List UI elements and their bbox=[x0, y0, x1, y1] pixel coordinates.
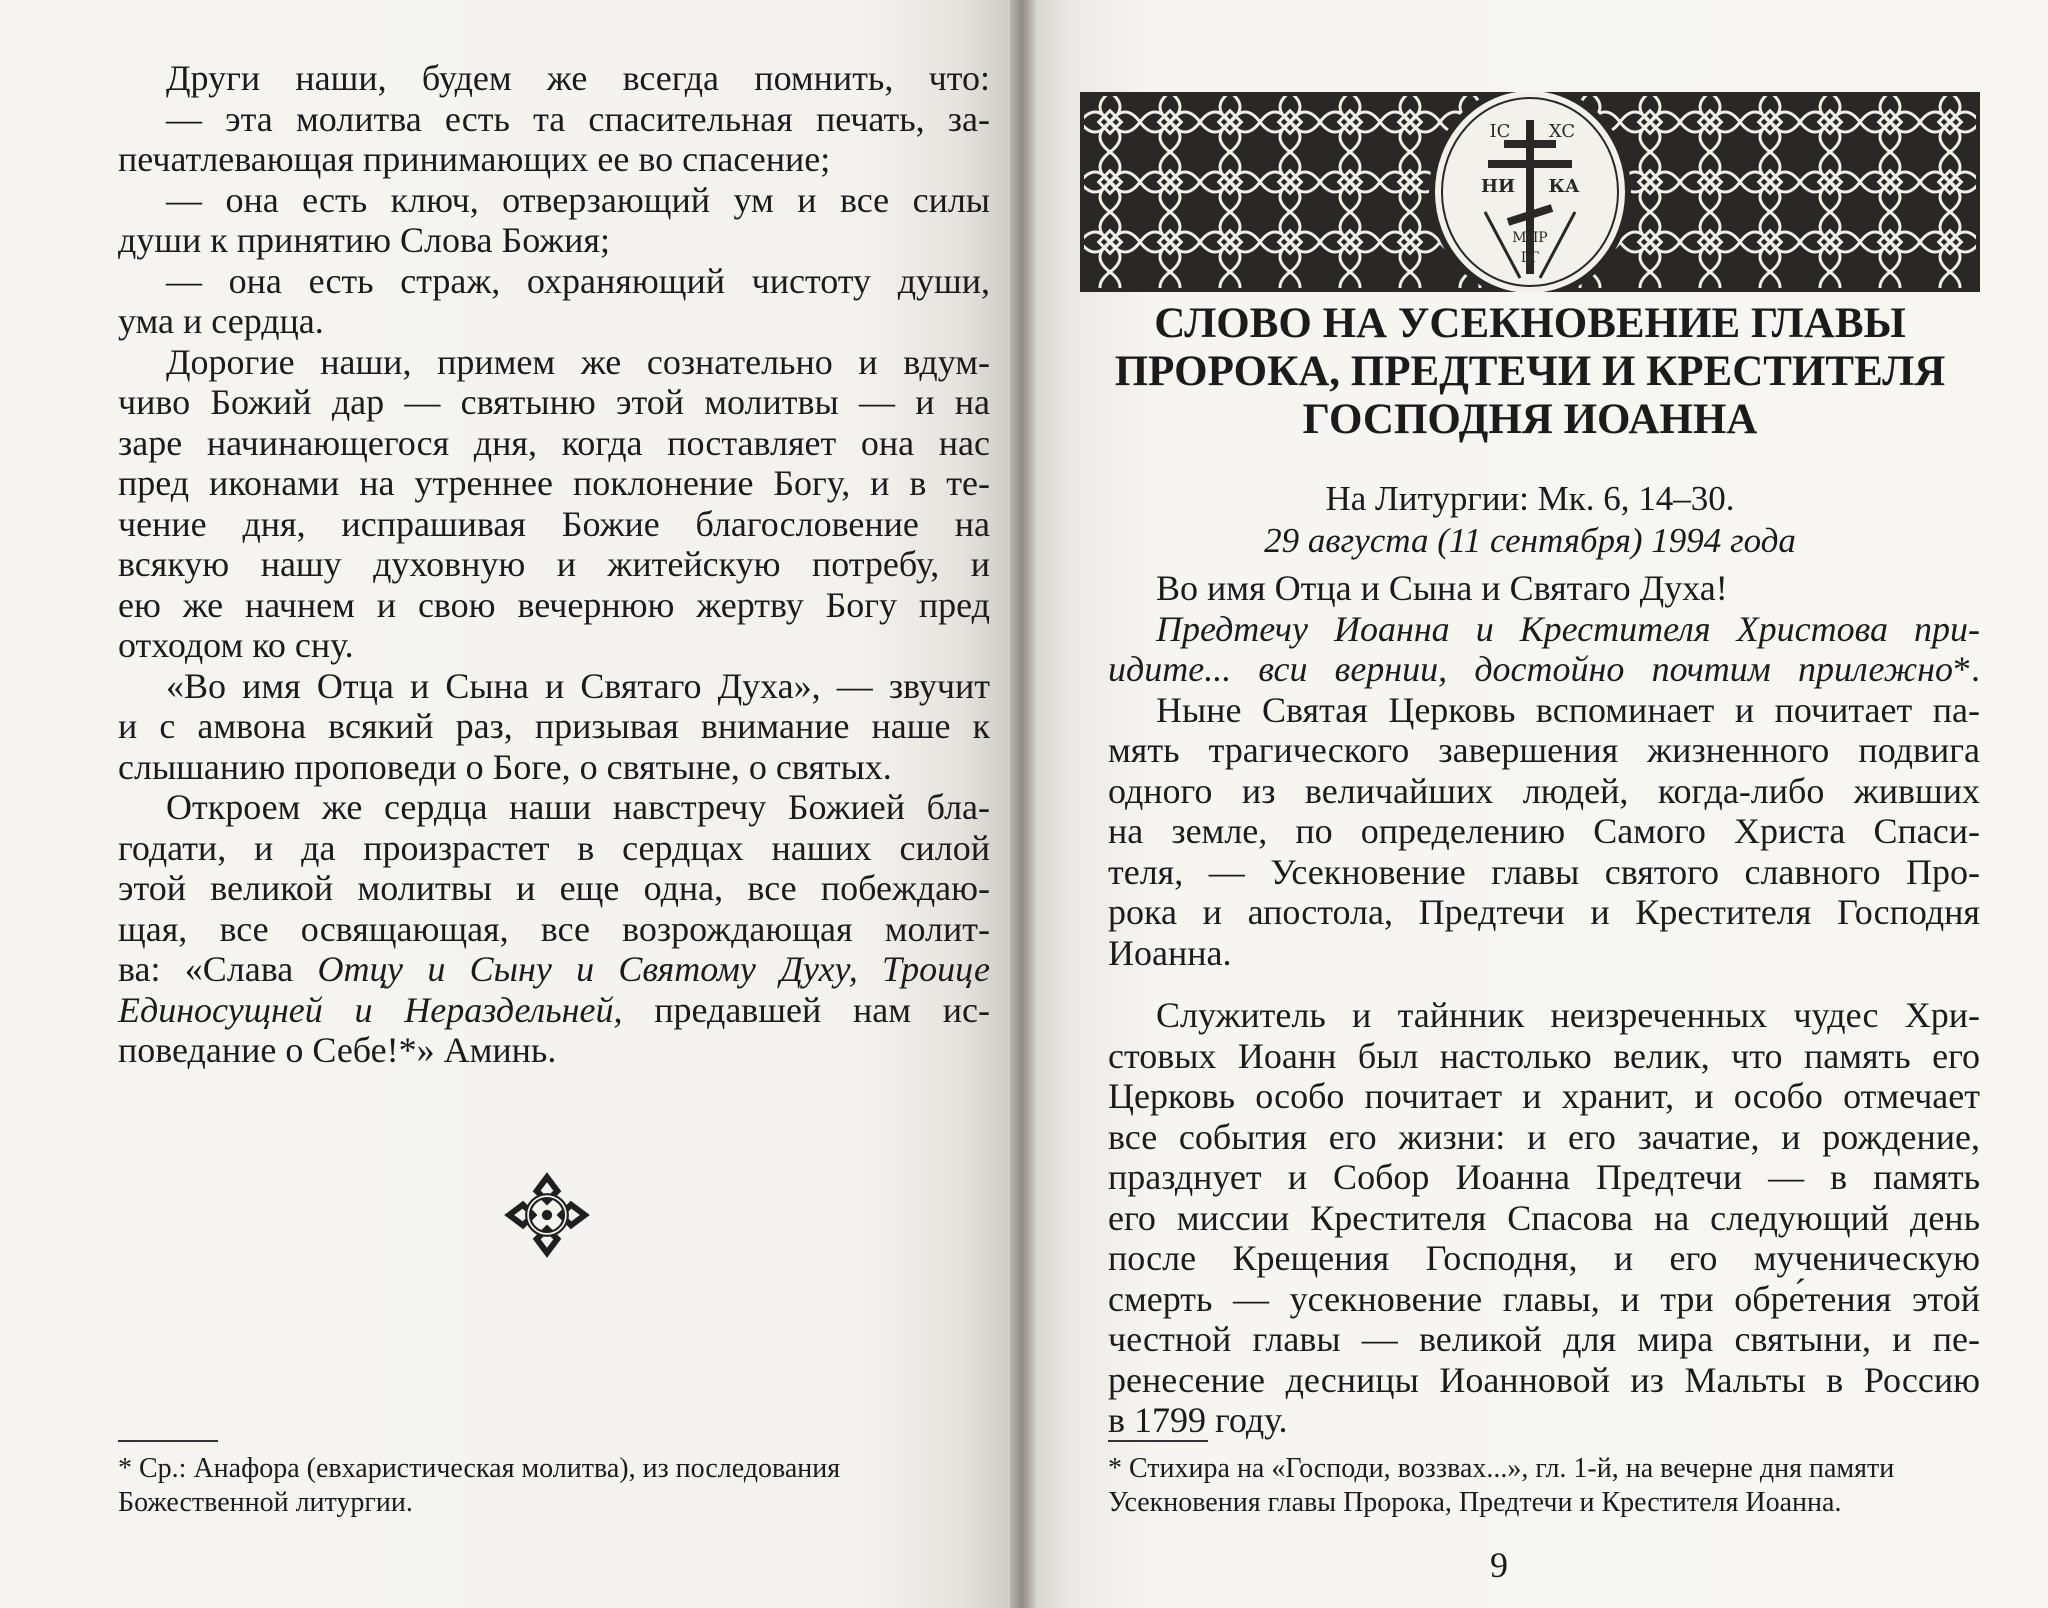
headpiece-letters-ic: IC bbox=[1489, 121, 1511, 142]
text-run: предавшей нам ис- bbox=[622, 989, 991, 1030]
text-line: честной главы — великой для мира святыни, и пе- bbox=[1108, 1319, 1980, 1359]
sermon-subtitle bbox=[1070, 478, 1990, 562]
text-line: его миссии Крестителя Спасова на следующий день bbox=[1108, 1197, 1980, 1238]
text-line bbox=[118, 949, 990, 990]
paragraph-gap bbox=[1108, 973, 1980, 995]
book-gutter bbox=[1010, 0, 1036, 1608]
sermon-title bbox=[1070, 300, 1990, 444]
italic-run: Единосущней и Нераздельней, bbox=[118, 989, 623, 1030]
text-line bbox=[1108, 649, 1980, 690]
text-line: печатлевающая принимающих ее во спасение; bbox=[118, 139, 831, 179]
text-line: Откроем же сердца наши навстречу Божией бла- bbox=[166, 787, 990, 827]
text-line: — она есть страж, охраняющий чистоту души, bbox=[166, 260, 990, 301]
text-line: пред иконами на утреннее поклонение Богу, и в те- bbox=[118, 463, 990, 503]
title-line: СЛОВО НА УСЕКНОВЕНИЕ ГЛАВЫ bbox=[1154, 300, 1906, 347]
text-line: «Во имя Отца и Сына и Святаго Духа», — звучит bbox=[166, 665, 990, 706]
text-line: слышанию проповеди о Боге, о святыне, о святых. bbox=[118, 746, 892, 787]
text-line: — эта молитва есть та спасительная печать, за- bbox=[166, 98, 990, 139]
text-line: чение дня, испрашивая Божие благословение на bbox=[118, 503, 990, 544]
text-line: стовых Иоанн был настолько велик, что память его bbox=[1108, 1035, 1980, 1076]
text-line: празднует и Собор Иоанна Предтечи — в память bbox=[1108, 1157, 1980, 1197]
text-line: всякую нашу духовную и житейскую потребу, и bbox=[118, 544, 990, 584]
text-line: Церковь особо почитает и хранит, и особо отмечает bbox=[1108, 1076, 1980, 1116]
title-line: ГОСПОДНЯ ИОАННА bbox=[1302, 396, 1758, 443]
text-line: Иоанна. bbox=[1108, 932, 1232, 973]
text-line bbox=[118, 990, 990, 1031]
text-line: Други наши, будем же всегда помнить, что: bbox=[166, 58, 990, 98]
text-line: заре начинающегося дня, когда поставляет она нас bbox=[118, 422, 990, 463]
right-page-body bbox=[1108, 568, 1980, 1441]
text-run: *. bbox=[1953, 649, 1980, 689]
text-line: отходом ко сну. bbox=[118, 625, 354, 665]
right-footnote: * Стихира на «Господи, воззвах...», гл. 1-й, на вечерне дня памяти Усекновения главы Пророка, Предтечи и Крестителя Иоанна. bbox=[1108, 1453, 1895, 1518]
text-line: годати, и да произрастет в сердцах наших силой bbox=[118, 827, 990, 868]
title-line: ПРОРОКА, ПРЕДТЕЧИ И КРЕСТИТЕЛЯ bbox=[1114, 348, 1946, 395]
knot-ornament-icon bbox=[504, 1172, 590, 1258]
text-line: Служитель и тайнник неизреченных чудес Хри- bbox=[1156, 995, 1980, 1035]
text-line: души к принятию Слова Божия; bbox=[118, 220, 610, 260]
sermon-date: 29 августа (11 сентября) 1994 года bbox=[1264, 521, 1796, 560]
headpiece-letters-gg: ГГ bbox=[1520, 250, 1540, 266]
headpiece-letters-ka: КА bbox=[1548, 176, 1580, 197]
left-footnote-rule bbox=[118, 1440, 218, 1442]
text-line: рока и апостола, Предтечи и Крестителя Господня bbox=[1108, 892, 1980, 932]
text-line: чиво Божий дар — святыню этой молитвы — и на bbox=[118, 382, 990, 422]
text-line: все события его жизни: и его зачатие, и рождение, bbox=[1108, 1116, 1980, 1157]
text-line: ренесение десницы Иоанновой из Мальты в Россию bbox=[1108, 1359, 1980, 1400]
italic-run: Предтечу Иоанна и Крестителя Христова при- bbox=[1156, 608, 1980, 649]
text-line: Во имя Отца и Сына и Святаго Духа! bbox=[1156, 568, 1728, 608]
text-line: ею же начнем и свою вечернюю жертву Богу пред bbox=[118, 584, 990, 625]
headpiece-letters-ni: НИ bbox=[1480, 176, 1516, 197]
text-line: и с амвона всякий раз, призывая внимание наше к bbox=[118, 706, 990, 746]
text-line: на земле, по определению Самого Христа Спаси- bbox=[1108, 811, 1980, 851]
text-line: теля, — Усекновение главы святого славного Про- bbox=[1108, 851, 1980, 892]
liturgy-reading: На Литургии: Мк. 6, 14–30. bbox=[1325, 479, 1735, 518]
left-page-body bbox=[118, 58, 990, 1071]
text-line: одного из величайших людей, когда-либо живших bbox=[1108, 770, 1980, 811]
text-line: поведание о Себе!*» Аминь. bbox=[118, 1030, 557, 1070]
text-line: ума и сердца. bbox=[118, 301, 324, 341]
text-line: в 1799 году. bbox=[1108, 1400, 1288, 1440]
headpiece-letters-mlr: МЛР bbox=[1512, 230, 1548, 246]
text-line bbox=[1108, 609, 1980, 650]
italic-run: Отцу и Сыну и Святому Духу, Троице bbox=[317, 949, 990, 989]
text-run: ва: «Слава bbox=[118, 949, 318, 989]
orthodox-cross-headpiece-icon bbox=[1080, 92, 1980, 292]
headpiece-letters-xc: XC bbox=[1548, 121, 1576, 142]
right-footnote-rule bbox=[1108, 1440, 1208, 1442]
text-line: после Крещения Господня, и его мученическую bbox=[1108, 1238, 1980, 1278]
text-line: щая, все освящающая, все возрождающая молит- bbox=[118, 908, 990, 949]
text-line: этой великой молитвы и еще одна, все побеждаю- bbox=[118, 868, 990, 908]
text-line: — она есть ключ, отверзающий ум и все силы bbox=[166, 179, 990, 220]
text-line: смерть — усекновение главы, и три обре́тения этой bbox=[1108, 1278, 1980, 1319]
italic-run: идите... вси вернии, достойно почтим прилежно bbox=[1108, 649, 1953, 689]
text-line: мять трагического завершения жизненного подвига bbox=[1108, 730, 1980, 770]
page-number: 9 bbox=[1490, 1545, 1508, 1585]
text-line: Дорогие наши, примем же сознательно и вдум- bbox=[166, 341, 990, 382]
left-footnote: * Ср.: Анафора (евхаристическая молитва), из последования Божественной литургии. bbox=[118, 1453, 841, 1518]
text-line: Ныне Святая Церковь вспоминает и почитает па- bbox=[1156, 689, 1980, 730]
